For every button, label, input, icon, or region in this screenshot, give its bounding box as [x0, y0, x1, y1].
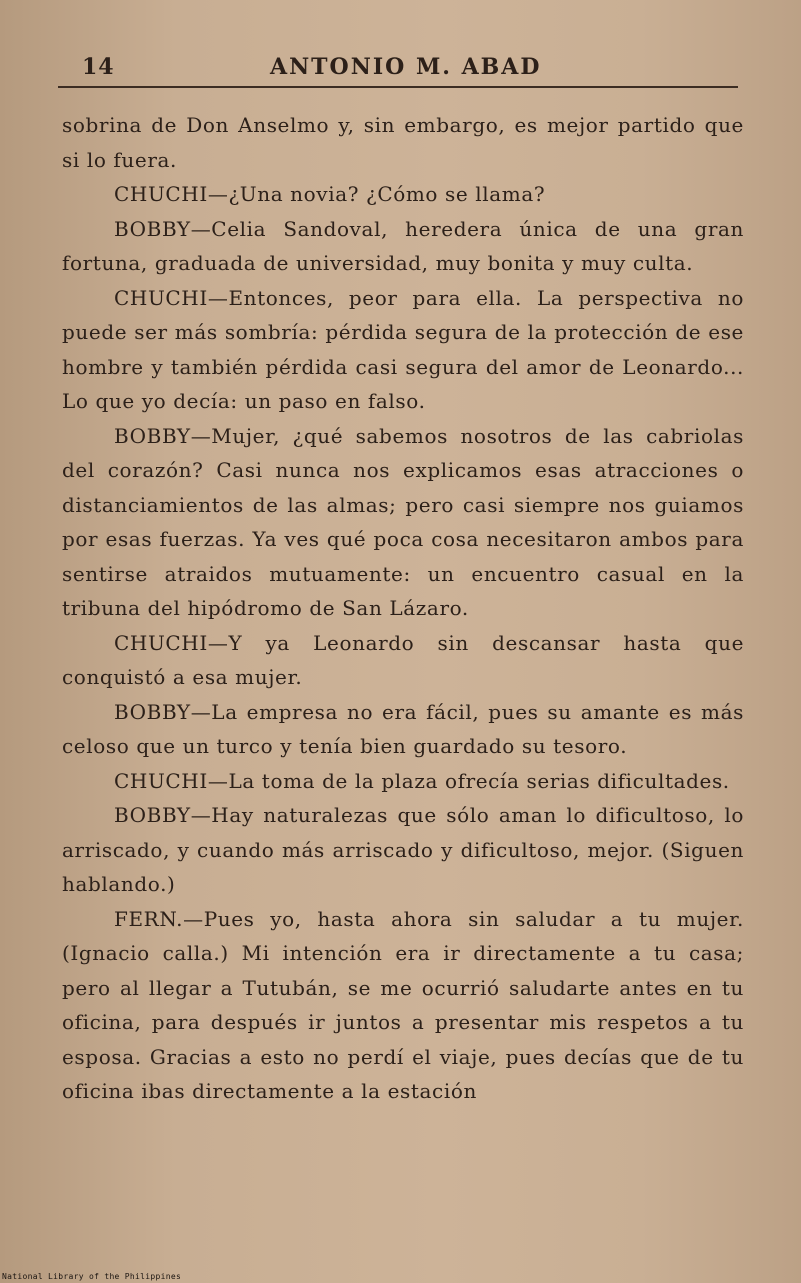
paragraph-bobby-4: BOBBY—Hay naturalezas que sólo aman lo dificultoso, lo arriscado, y cuando más arriscado y dificultoso, mejor. (Siguen hablando.)	[62, 803, 744, 896]
page-header	[58, 52, 738, 92]
paragraph-bobby-1: BOBBY—Celia Sandoval, heredera única de una gran fortuna, graduada de universidad, muy bonita y muy culta.	[62, 216, 744, 275]
paragraph-bobby-2: BOBBY—Mujer, ¿qué sabemos nosotros de las cabriolas del corazón? Casi nunca nos explicamos esas atracciones o distanciamientos de las almas; pero casi siempre nos guiamos por esas fuerzas. Ya ves qué poca cosa necesitaron ambos para sentirse atraidos mutuamente: un encuentro casual en la tribuna del hipódromo de San Lázaro.	[62, 423, 744, 620]
paragraph-fern-1: FERN.—Pues yo, hasta ahora sin saludar a tu mujer. (Ignacio calla.) Mi intención era ir directamente a tu casa; pero al llegar a Tutubán, se me ocurrió saludarte antes en tu oficina, para después ir juntos a presentar mis respetos a tu esposa. Gracias a esto no perdí el viaje, pues decías que de tu oficina ibas directamente a la estación	[62, 906, 744, 1103]
paragraph-chuchi-3: CHUCHI—Y ya Leonardo sin descansar hasta que conquistó a esa mujer.	[62, 630, 744, 689]
header-rule	[58, 86, 738, 88]
paragraph-chuchi-4: CHUCHI—La toma de la plaza ofrecía serias dificultades.	[114, 768, 730, 793]
paragraph-continuation: sobrina de Don Anselmo y, sin embargo, es mejor partido que si lo fuera.	[62, 113, 744, 172]
page-number: 14	[82, 54, 115, 80]
paragraph-chuchi-2: CHUCHI—Entonces, peor para ella. La perspectiva no puede ser más sombría: pérdida segura de la protección de ese hombre y también pérdida casi segura del amor de Leonardo... Lo que yo decía: un paso en falso.	[62, 285, 744, 413]
running-head: ANTONIO M. ABAD	[270, 54, 542, 80]
paragraph-bobby-3: BOBBY—La empresa no era fácil, pues su amante es más celoso que un turco y tenía bien guardado su tesoro.	[62, 699, 744, 758]
library-watermark: National Library of the Philippines	[2, 1272, 182, 1281]
page-body	[62, 108, 744, 1109]
paragraph-chuchi-1: CHUCHI—¿Una novia? ¿Cómo se llama?	[114, 182, 546, 206]
